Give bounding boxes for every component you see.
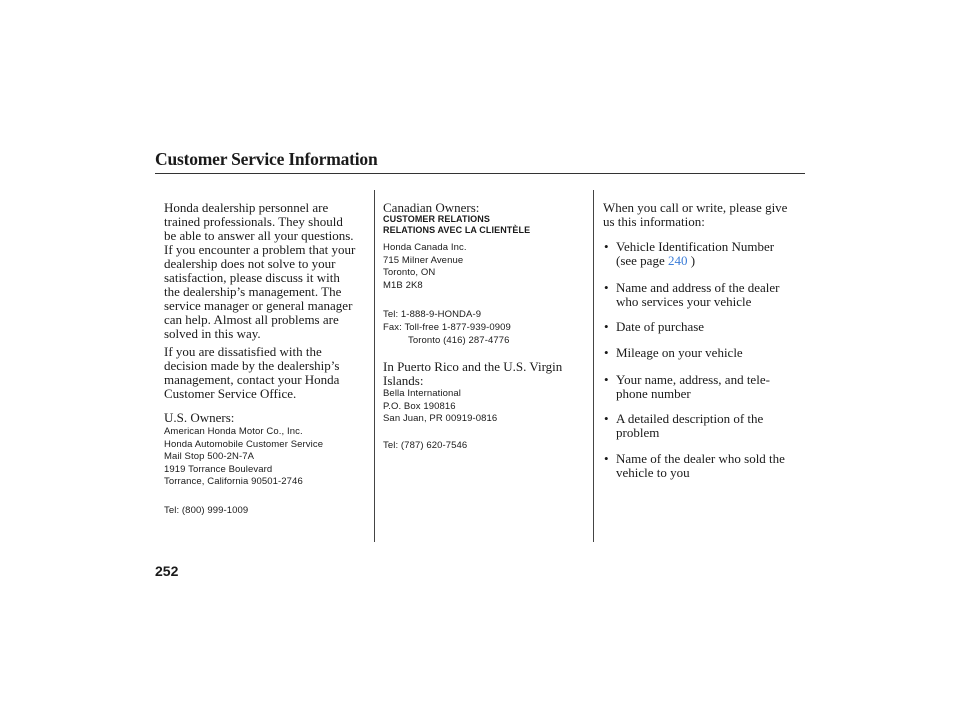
list-item-text: Mileage on your vehicle	[616, 345, 743, 360]
canada-address: Honda Canada Inc. 715 Milner Avenue Toronto, ON M1B 2K8	[383, 242, 467, 291]
customer-relations-label: CUSTOMER RELATIONS RELATIONS AVEC LA CLIENTÈLE	[383, 214, 531, 235]
canadian-owners-heading: Canadian Owners:	[383, 200, 480, 215]
us-owners-heading: U.S. Owners:	[164, 410, 235, 425]
canada-telephone: Tel: 1-888-9-HONDA-9	[383, 309, 482, 320]
puerto-rico-address: Bella International P.O. Box 190816 San Juan, PR 00919-0816	[383, 388, 498, 425]
us-telephone: Tel: (800) 999-1009	[164, 505, 249, 516]
list-item-text: Date of purchase	[616, 319, 705, 334]
column-divider-right	[593, 190, 594, 542]
list-item-text: Your name, address, and tele- phone number	[616, 372, 770, 401]
bullet-icon: •	[604, 319, 609, 334]
dissatisfied-paragraph: If you are dissatisfied with the decision made by the dealership’s management, contact your Honda Customer Service Office.	[164, 344, 340, 401]
list-item-text: Vehicle Identification Number	[616, 239, 775, 254]
dealership-paragraph: Honda dealership personnel are trained professionals. They should be able to answer all your questions. If you encounter a problem that your dealership does not solve to your satisfaction, please discuss it with the dealership’s management. The service manager or general manager can help. Almost all problems are solved in this way.	[164, 200, 356, 341]
information-intro: When you call or write, please give us this information:	[603, 200, 788, 229]
bullet-icon: •	[604, 280, 609, 295]
title-divider	[155, 173, 805, 174]
canada-toronto-phone: Toronto (416) 287-4776	[408, 335, 510, 346]
list-item-text: Name of the dealer who sold the vehicle to you	[616, 451, 785, 480]
bullet-icon: •	[604, 345, 609, 360]
us-address: American Honda Motor Co., Inc. Honda Automobile Customer Service Mail Stop 500-2N-7A 1919 Torrance Boulevard Torrance, California 90501-2746	[164, 426, 324, 488]
canada-fax: Fax: Toll-free 1-877-939-0909	[383, 322, 511, 333]
bullet-icon: •	[604, 451, 609, 466]
bullet-icon: •	[604, 411, 609, 426]
bullet-icon: •	[604, 372, 609, 387]
bullet-icon: •	[604, 239, 609, 254]
column-divider-left	[374, 190, 375, 542]
list-item-text: Name and address of the dealer who services your vehicle	[616, 280, 780, 309]
puerto-rico-telephone: Tel: (787) 620-7546	[383, 440, 468, 451]
puerto-rico-heading: In Puerto Rico and the U.S. Virgin Islands:	[383, 359, 563, 388]
list-item-text: A detailed description of the problem	[616, 411, 764, 440]
page-title: Customer Service Information	[155, 149, 378, 169]
page-number: 252	[155, 563, 179, 579]
page-240-link[interactable]: 240	[667, 253, 688, 268]
